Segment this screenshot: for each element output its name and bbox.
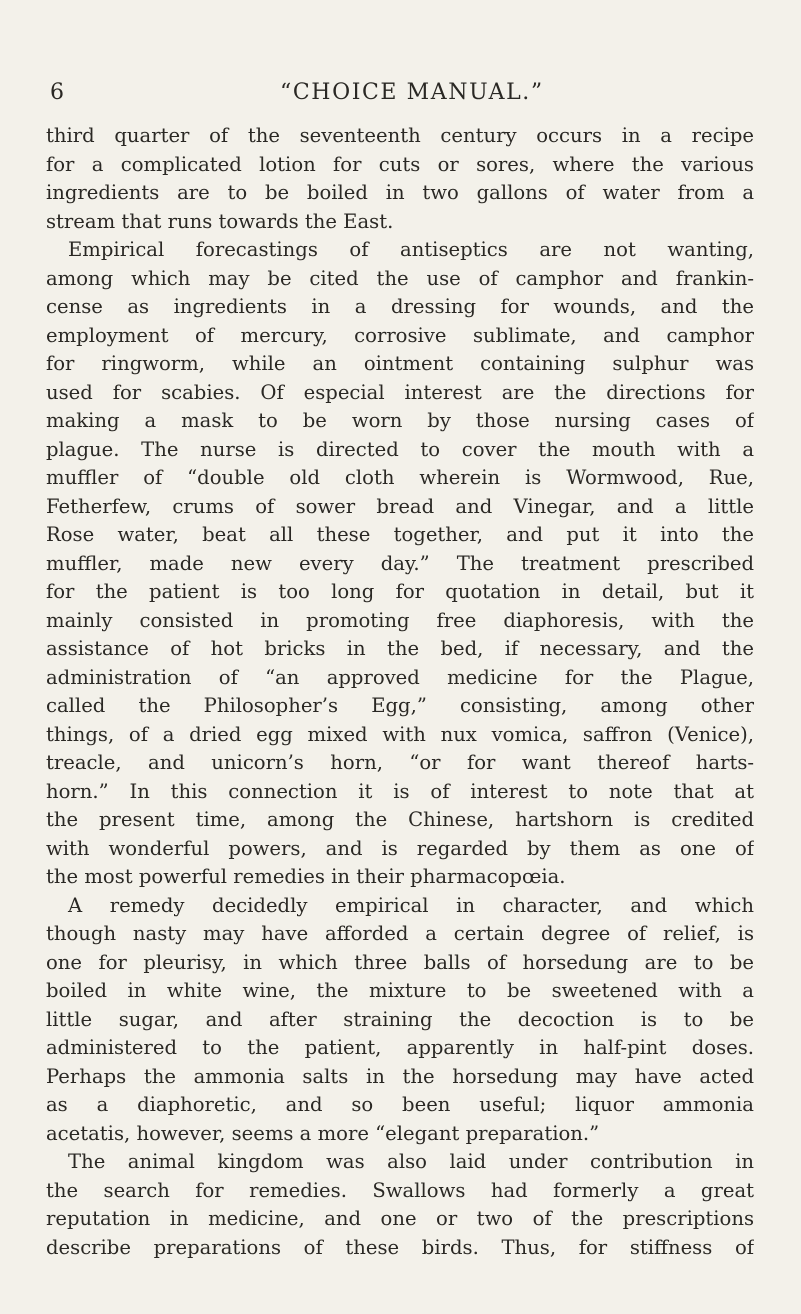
text-line: things, of a dried egg mixed with nux vomica, saffron (Venice), xyxy=(46,722,754,746)
text-line: stream that runs towards the East. xyxy=(46,209,394,233)
running-title: “CHOICE MANUAL.” xyxy=(280,80,544,105)
text-line: Empirical forecastings of antiseptics are not wanting, xyxy=(68,238,754,261)
text-line: employment of mercury, corrosive sublimate, and camphor xyxy=(46,323,754,347)
text-line: though nasty may have afforded a certain degree of relief, is xyxy=(46,922,754,945)
text-line: with wonderful powers, and is regarded by them as one of xyxy=(46,836,754,860)
text-line: for the patient is too long for quotation in detail, but it xyxy=(46,580,754,603)
text-line: administration of “an approved medicine for the Plague, xyxy=(46,665,754,689)
page-number: 6 xyxy=(50,80,65,105)
text-line: mainly consisted in promoting free diaphoresis, with the xyxy=(46,608,754,632)
page-header xyxy=(50,80,750,110)
text-line: Fetherfew, crums of sower bread and Vinegar, and a little xyxy=(46,494,754,518)
text-line: third quarter of the seventeenth century occurs in a recipe xyxy=(46,124,754,147)
text-line: for a complicated lotion for cuts or sores, where the various xyxy=(46,152,754,176)
text-line: plague. The nurse is directed to cover the mouth with a xyxy=(46,437,754,461)
text-line: horn.” In this connection it is of interest to note that at xyxy=(46,779,754,803)
text-line: The animal kingdom was also laid under contribution in xyxy=(68,1150,754,1173)
text-line: A remedy decidedly empirical in character, and which xyxy=(68,893,754,917)
text-line: one for pleurisy, in which three balls of horsedung are to be xyxy=(46,950,754,974)
text-line: Perhaps the ammonia salts in the horsedung may have acted xyxy=(46,1064,754,1088)
text-line: describe preparations of these birds. Thus, for stiffness of xyxy=(46,1235,754,1259)
text-line: assistance of hot bricks in the bed, if necessary, and the xyxy=(46,637,754,660)
text-line: reputation in medicine, and one or two of the prescriptions xyxy=(46,1207,754,1230)
text-line: the present time, among the Chinese, hartshorn is credited xyxy=(46,808,754,831)
text-line: making a mask to be worn by those nursing cases of xyxy=(46,409,754,432)
text-line: ingredients are to be boiled in two gallons of water from a xyxy=(46,181,754,204)
text-line: administered to the patient, apparently in half-pint doses. xyxy=(46,1036,754,1059)
text-line: the search for remedies. Swallows had formerly a great xyxy=(46,1178,754,1202)
text-line: called the Philosopher’s Egg,” consisting, among other xyxy=(46,694,754,717)
text-line: boiled in white wine, the mixture to be sweetened with a xyxy=(46,979,754,1002)
text-line: for ringworm, while an ointment containing sulphur was xyxy=(46,352,754,375)
text-line: acetatis, however, seems a more “elegant preparation.” xyxy=(46,1121,600,1145)
text-line: Rose water, beat all these together, and put it into the xyxy=(46,523,754,546)
text-line: little sugar, and after straining the decoction is to be xyxy=(46,1007,754,1031)
text-line: cense as ingredients in a dressing for wounds, and the xyxy=(46,295,754,318)
text-line: muffler, made new every day.” The treatment prescribed xyxy=(46,551,754,575)
text-line: muffler of “double old cloth wherein is Wormwood, Rue, xyxy=(46,466,754,489)
body-text xyxy=(46,122,754,1262)
text-line: the most powerful remedies in their pharmacopœia. xyxy=(46,865,566,888)
text-line: treacle, and unicorn’s horn, “or for want thereof harts- xyxy=(46,751,754,774)
text-line: as a diaphoretic, and so been useful; liquor ammonia xyxy=(46,1093,754,1116)
text-line: among which may be cited the use of camphor and frankin- xyxy=(46,266,754,290)
text-line: used for scabies. Of especial interest are the directions for xyxy=(46,380,754,404)
